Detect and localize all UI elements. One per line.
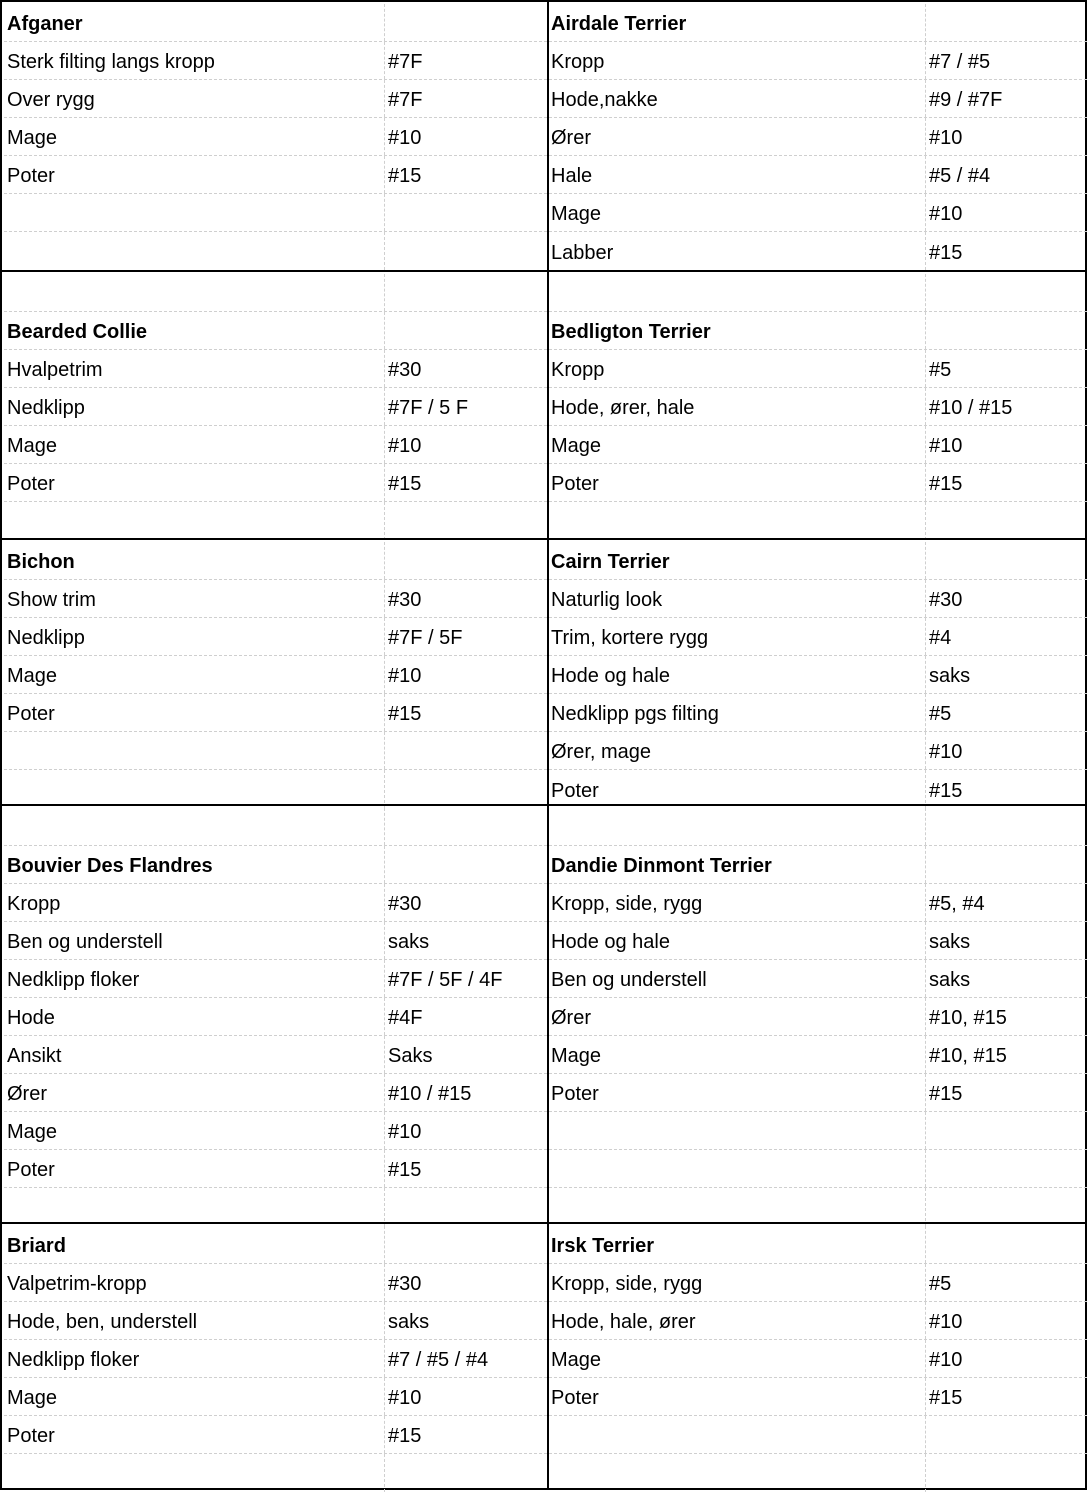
blade-size-cell: saks (388, 1311, 430, 1333)
empty-cell (4, 808, 385, 845)
body-part-cell: Hvalpetrim (4, 350, 385, 387)
body-part-cell: Mage (4, 1378, 385, 1415)
table-row (4, 770, 547, 808)
table-row (549, 388, 1087, 426)
empty-cell (4, 1188, 385, 1226)
empty-cell (4, 732, 385, 769)
blade-size-cell: #7F / 5 F (388, 397, 469, 419)
empty-cell (385, 732, 547, 769)
table-row (549, 960, 1087, 998)
table-row (4, 884, 547, 922)
blade-size-cell: #5 (929, 359, 952, 381)
body-part-cell: Ben og understell (549, 960, 926, 997)
blade-size-cell: #10 (388, 435, 422, 457)
body-part-cell: Hode (4, 998, 385, 1035)
table-row (549, 1378, 1087, 1416)
empty-cell (385, 1188, 547, 1226)
table-row (4, 1074, 547, 1112)
empty-cell (549, 502, 926, 540)
blade-size-cell: #10 (929, 1311, 963, 1333)
table-row (549, 80, 1087, 118)
table-row (4, 1264, 547, 1302)
body-part-cell: Over rygg (4, 80, 385, 117)
table-row (4, 580, 547, 618)
table-row (549, 1036, 1087, 1074)
table-row (549, 42, 1087, 80)
blade-size-cell: #15 (929, 1083, 963, 1105)
table-row (549, 1340, 1087, 1378)
blade-size-cell: #10 (929, 127, 963, 149)
body-part-cell: Mage (549, 1340, 926, 1377)
table-row (4, 1188, 547, 1226)
section-divider (2, 538, 1085, 540)
breed-name: Irsk Terrier (549, 1226, 926, 1263)
body-part-cell: Kropp, side, rygg (549, 884, 926, 921)
breed-title-row (549, 1226, 1087, 1264)
blade-size-cell: #10 (929, 741, 963, 763)
breed-title-row (4, 1226, 547, 1264)
table-row (549, 694, 1087, 732)
empty-cell (926, 502, 1087, 540)
empty-cell (385, 274, 547, 311)
empty-cell (926, 312, 1087, 349)
table-row (4, 1340, 547, 1378)
table-row (4, 1112, 547, 1150)
blade-size-cell: #15 (388, 703, 422, 725)
table-row (4, 694, 547, 732)
table-row (549, 1454, 1087, 1492)
blade-size-cell: saks (929, 931, 971, 953)
empty-cell (549, 1150, 926, 1187)
empty-cell (4, 274, 385, 311)
table-row (549, 1188, 1087, 1226)
body-part-cell: Mage (4, 1112, 385, 1149)
table-row (549, 770, 1087, 808)
blade-size-cell: #10 (388, 1387, 422, 1409)
table-row (4, 656, 547, 694)
empty-cell (385, 4, 547, 41)
blade-size-cell: #5, #4 (929, 893, 985, 915)
blade-size-cell: #15 (929, 242, 963, 264)
blade-size-cell: #10, #15 (929, 1045, 1007, 1067)
table-row (549, 808, 1087, 846)
empty-cell (926, 1188, 1087, 1226)
blade-size-cell: #30 (388, 893, 422, 915)
blade-size-cell: saks (388, 931, 430, 953)
body-part-cell: Mage (4, 656, 385, 693)
empty-cell (926, 846, 1087, 883)
breed-title-row (549, 542, 1087, 580)
table-row (4, 232, 547, 270)
table-row (4, 732, 547, 770)
blade-size-cell: #5 (929, 1273, 952, 1295)
body-part-cell: Hode og hale (549, 656, 926, 693)
breed-block-bedligton-terrier (549, 274, 1087, 540)
empty-cell (385, 1226, 547, 1263)
table-row (4, 80, 547, 118)
body-part-cell: Poter (4, 1150, 385, 1187)
table-row (4, 1036, 547, 1074)
empty-cell (385, 1454, 547, 1492)
breed-name: Airdale Terrier (549, 4, 926, 41)
body-part-cell: Mage (549, 194, 926, 231)
body-part-cell: Ansikt (4, 1036, 385, 1073)
table-row (549, 732, 1087, 770)
table-row (4, 502, 547, 540)
blade-size-cell: #10, #15 (929, 1007, 1007, 1029)
breed-name: Bouvier Des Flandres (4, 846, 385, 883)
blade-size-cell: #4 (929, 627, 952, 649)
empty-cell (926, 1416, 1087, 1453)
empty-cell (926, 274, 1087, 311)
table-row (4, 998, 547, 1036)
table-row (4, 194, 547, 232)
empty-cell (4, 1454, 385, 1492)
blade-size-cell: Saks (388, 1045, 433, 1067)
breed-name: Bedligton Terrier (549, 312, 926, 349)
blade-size-cell: #7 / #5 (929, 51, 991, 73)
empty-cell (4, 232, 385, 270)
section-divider (2, 1222, 1085, 1224)
breed-block-airdale-terrier (549, 4, 1087, 270)
table-row (549, 274, 1087, 312)
breed-title-row (549, 312, 1087, 350)
table-row (549, 426, 1087, 464)
blade-size-cell: #15 (929, 1387, 963, 1409)
body-part-cell: Nedklipp floker (4, 1340, 385, 1377)
blade-size-cell: #5 (929, 703, 952, 725)
empty-cell (385, 846, 547, 883)
table-row (549, 580, 1087, 618)
breed-title-row (4, 4, 547, 42)
blade-size-cell: #15 (929, 780, 963, 802)
empty-cell (926, 542, 1087, 579)
body-part-cell: Ører, mage (549, 732, 926, 769)
body-part-cell: Poter (549, 1378, 926, 1415)
empty-cell (549, 1188, 926, 1226)
empty-cell (4, 770, 385, 808)
table-row (549, 922, 1087, 960)
empty-cell (549, 1112, 926, 1149)
table-row (4, 1416, 547, 1454)
empty-cell (926, 1454, 1087, 1492)
blade-size-cell: saks (929, 969, 971, 991)
breed-name: Briard (4, 1226, 385, 1263)
breed-block-cairn-terrier (549, 542, 1087, 808)
body-part-cell: Mage (4, 118, 385, 155)
body-part-cell: Hode, hale, ører (549, 1302, 926, 1339)
body-part-cell: Poter (549, 464, 926, 501)
breed-name: Cairn Terrier (549, 542, 926, 579)
body-part-cell: Labber (549, 232, 926, 270)
body-part-cell: Kropp, side, rygg (549, 1264, 926, 1301)
table-row (4, 426, 547, 464)
blade-size-cell: saks (929, 665, 971, 687)
body-part-cell: Kropp (549, 350, 926, 387)
blade-size-cell: #10 (929, 1349, 963, 1371)
blade-size-cell: #30 (388, 589, 422, 611)
table-row (549, 1264, 1087, 1302)
table-row (549, 156, 1087, 194)
table-row (4, 1302, 547, 1340)
breed-block-bichon (4, 542, 547, 808)
table-row (4, 156, 547, 194)
breed-title-row (4, 312, 547, 350)
body-part-cell: Mage (549, 426, 926, 463)
empty-cell (926, 1112, 1087, 1149)
breed-block-dandie-dinmont-terrier (549, 808, 1087, 1226)
breed-title-row (4, 846, 547, 884)
blade-size-cell: #30 (388, 1273, 422, 1295)
body-part-cell: Poter (4, 1416, 385, 1453)
table-row (4, 922, 547, 960)
blade-size-cell: #15 (388, 473, 422, 495)
empty-cell (385, 808, 547, 845)
breed-block-afganer (4, 4, 547, 270)
blade-size-cell: #5 / #4 (929, 165, 991, 187)
empty-cell (549, 1454, 926, 1492)
table-row (549, 1302, 1087, 1340)
table-row (549, 502, 1087, 540)
breed-name: Dandie Dinmont Terrier (549, 846, 926, 883)
empty-cell (926, 1150, 1087, 1187)
body-part-cell: Trim, kortere rygg (549, 618, 926, 655)
body-part-cell: Poter (4, 464, 385, 501)
blade-size-cell: #4F (388, 1007, 423, 1029)
empty-cell (385, 194, 547, 231)
breed-title-row (549, 846, 1087, 884)
table-row (549, 1074, 1087, 1112)
empty-cell (385, 312, 547, 349)
body-part-cell: Kropp (549, 42, 926, 79)
table-row (4, 42, 547, 80)
blade-size-cell: #9 / #7F (929, 89, 1003, 111)
table-row (549, 884, 1087, 922)
table-row (549, 464, 1087, 502)
table-row (4, 1378, 547, 1416)
blade-size-cell: #10 (388, 665, 422, 687)
blade-size-cell: #30 (929, 589, 963, 611)
breed-block-irsk-terrier (549, 1226, 1087, 1492)
table-row (549, 1150, 1087, 1188)
body-part-cell: Nedklipp floker (4, 960, 385, 997)
body-part-cell: Hode, ben, understell (4, 1302, 385, 1339)
body-part-cell: Show trim (4, 580, 385, 617)
body-part-cell: Poter (549, 770, 926, 808)
empty-cell (4, 502, 385, 540)
blade-size-cell: #10 (929, 203, 963, 225)
table-row (4, 960, 547, 998)
blade-size-cell: #7F (388, 51, 423, 73)
table-row (549, 118, 1087, 156)
table-row (549, 1112, 1087, 1150)
empty-cell (549, 808, 926, 845)
blade-size-cell: #15 (929, 473, 963, 495)
body-part-cell: Sterk filting langs kropp (4, 42, 385, 79)
empty-cell (926, 808, 1087, 845)
table-row (4, 618, 547, 656)
breed-title-row (4, 542, 547, 580)
breed-block-bearded-collie (4, 274, 547, 540)
body-part-cell: Naturlig look (549, 580, 926, 617)
body-part-cell: Poter (4, 694, 385, 731)
body-part-cell: Ører (4, 1074, 385, 1111)
body-part-cell: Ben og understell (4, 922, 385, 959)
breed-name: Bichon (4, 542, 385, 579)
body-part-cell: Nedklipp (4, 388, 385, 425)
empty-cell (385, 502, 547, 540)
blade-size-cell: #10 / #15 (929, 397, 1013, 419)
body-part-cell: Hode,nakke (549, 80, 926, 117)
table-row (549, 232, 1087, 270)
breed-name: Afganer (4, 4, 385, 41)
table-row (549, 618, 1087, 656)
section-divider (2, 270, 1085, 272)
empty-cell (926, 1226, 1087, 1263)
table-row (549, 194, 1087, 232)
body-part-cell: Poter (4, 156, 385, 193)
blade-size-cell: #15 (388, 165, 422, 187)
blade-size-cell: #7F / 5F / 4F (388, 969, 503, 991)
empty-cell (549, 1416, 926, 1453)
empty-cell (385, 770, 547, 808)
body-part-cell: Mage (4, 426, 385, 463)
table-row (4, 118, 547, 156)
body-part-cell: Poter (549, 1074, 926, 1111)
table-row (4, 274, 547, 312)
body-part-cell: Nedklipp pgs filting (549, 694, 926, 731)
blade-size-cell: #7F / 5F (388, 627, 463, 649)
table-row (4, 808, 547, 846)
blade-size-cell: #30 (388, 359, 422, 381)
body-part-cell: Hale (549, 156, 926, 193)
blade-size-cell: #10 / #15 (388, 1083, 472, 1105)
table-row (4, 1150, 547, 1188)
blade-size-cell: #10 (388, 127, 422, 149)
table-row (4, 1454, 547, 1492)
table-row (4, 464, 547, 502)
blade-size-cell: #7 / #5 / #4 (388, 1349, 489, 1371)
body-part-cell: Hode og hale (549, 922, 926, 959)
table-row (549, 998, 1087, 1036)
body-part-cell: Nedklipp (4, 618, 385, 655)
table-row (549, 1416, 1087, 1454)
section-divider (2, 804, 1085, 806)
body-part-cell: Ører (549, 118, 926, 155)
table-row (549, 350, 1087, 388)
blade-size-cell: #10 (929, 435, 963, 457)
blade-size-cell: #10 (388, 1121, 422, 1143)
empty-cell (385, 232, 547, 270)
body-part-cell: Valpetrim-kropp (4, 1264, 385, 1301)
table-row (4, 388, 547, 426)
blade-size-cell: #7F (388, 89, 423, 111)
body-part-cell: Kropp (4, 884, 385, 921)
breed-name: Bearded Collie (4, 312, 385, 349)
breed-title-row (549, 4, 1087, 42)
blade-size-cell: #15 (388, 1159, 422, 1181)
breed-block-bouvier-des-flandres (4, 808, 547, 1226)
body-part-cell: Hode, ører, hale (549, 388, 926, 425)
empty-cell (385, 542, 547, 579)
empty-cell (926, 4, 1087, 41)
body-part-cell: Mage (549, 1036, 926, 1073)
empty-cell (549, 274, 926, 311)
table-row (549, 656, 1087, 694)
body-part-cell: Ører (549, 998, 926, 1035)
table-row (4, 350, 547, 388)
breed-block-briard (4, 1226, 547, 1492)
blade-size-cell: #15 (388, 1425, 422, 1447)
empty-cell (4, 194, 385, 231)
